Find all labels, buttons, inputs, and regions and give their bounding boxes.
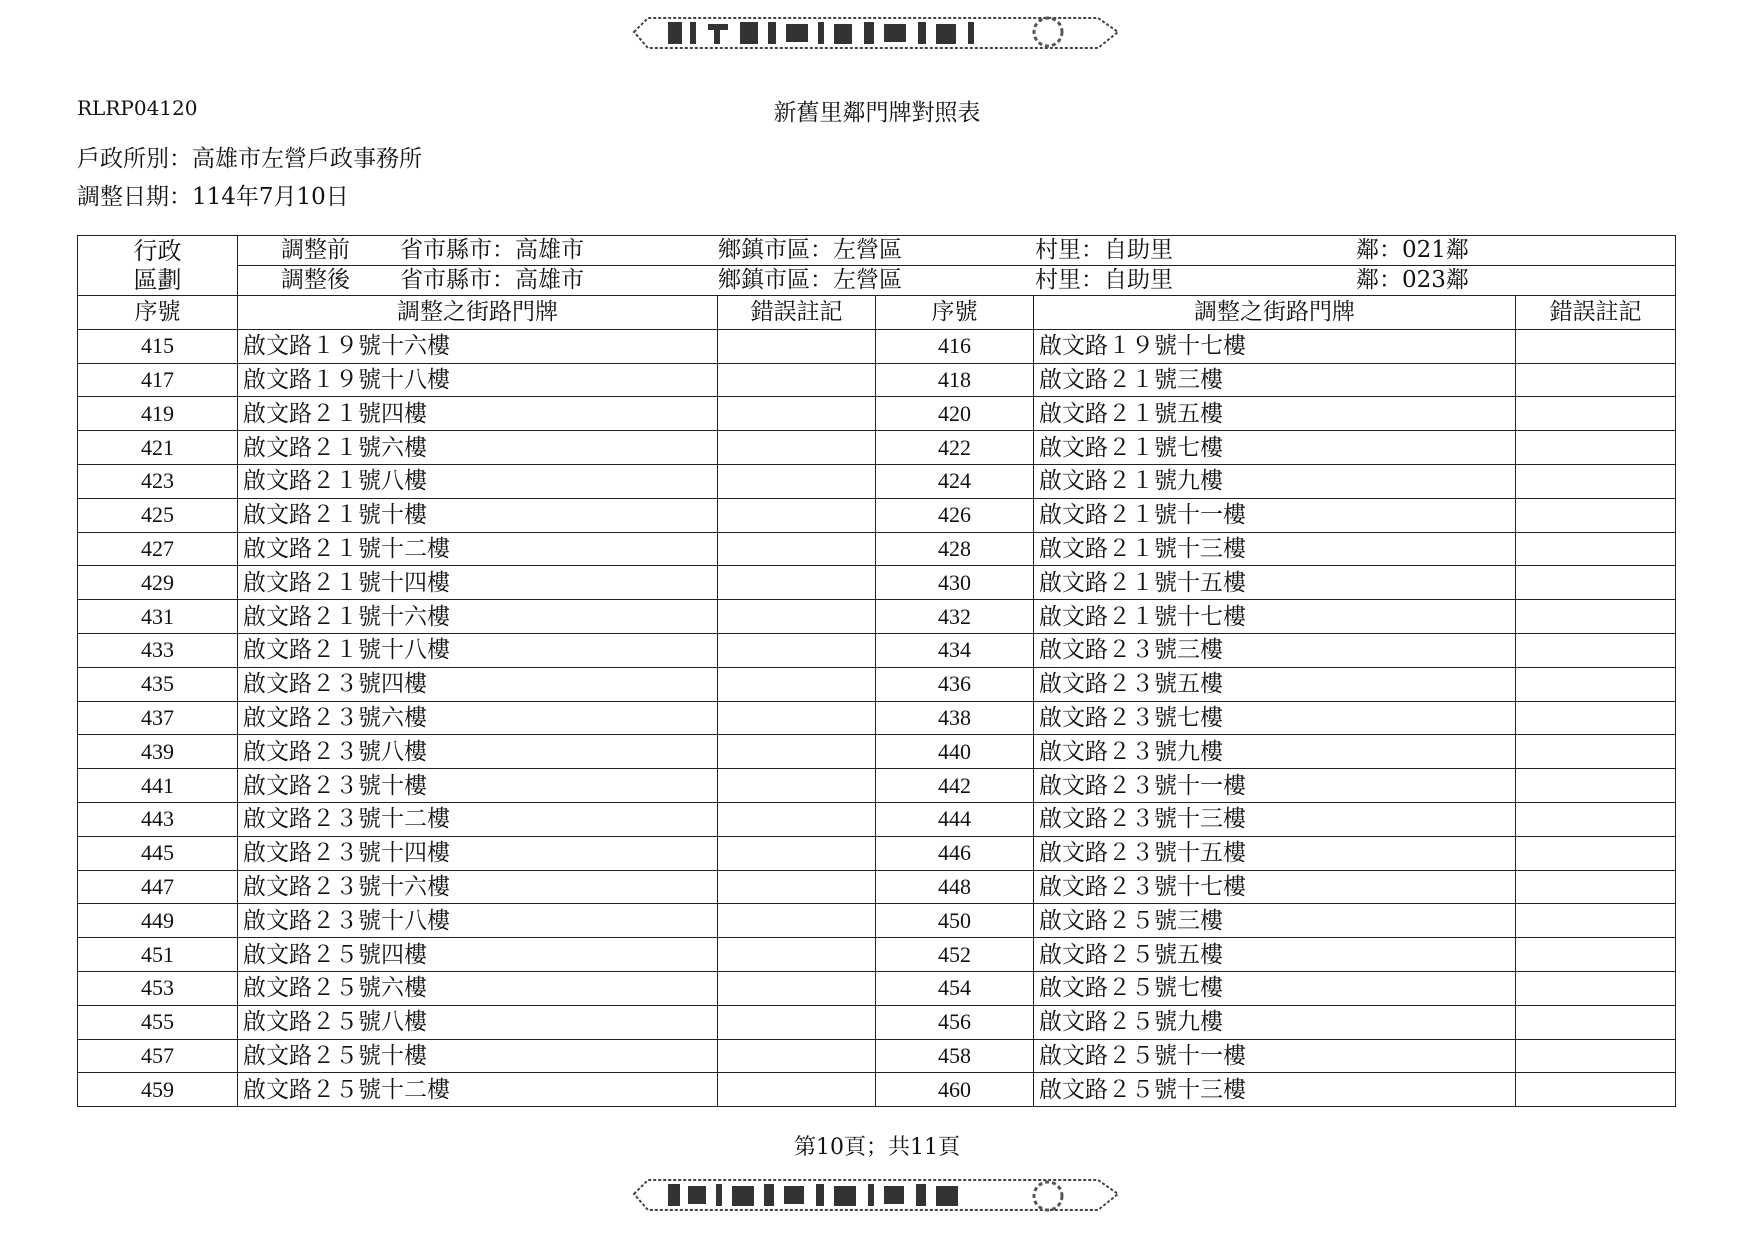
address-cell-right: 啟文路２１號七樓 [1034, 431, 1516, 465]
address-cell-left: 啟文路２１號四樓 [238, 397, 718, 431]
seq-cell-right: 418 [876, 363, 1034, 397]
error-cell-left [718, 532, 876, 566]
after-village: 村里：自助里 [1035, 267, 1173, 293]
seq-cell-right: 444 [876, 802, 1034, 836]
table-row [78, 667, 1676, 701]
after-town: 鄉鎮市區：左營區 [718, 267, 902, 293]
admin-region-label [78, 236, 238, 296]
error-cell-right [1516, 938, 1676, 972]
table-row [78, 431, 1676, 465]
table-row [78, 363, 1676, 397]
seq-cell-right: 440 [876, 735, 1034, 769]
before-label: 調整前 [281, 237, 350, 263]
error-cell-right [1516, 735, 1676, 769]
address-cell-right: 啟文路１９號十七樓 [1034, 329, 1516, 363]
seq-cell-left: 421 [78, 431, 238, 465]
table-row [78, 836, 1676, 870]
seq-cell-left: 455 [78, 1005, 238, 1039]
watermark-stamp-bottom [628, 1172, 1126, 1218]
address-cell-left: 啟文路２５號十樓 [238, 1039, 718, 1073]
table-row [78, 938, 1676, 972]
error-cell-right [1516, 464, 1676, 498]
seq-cell-right: 434 [876, 633, 1034, 667]
after-neighborhood: 鄰：023鄰 [1356, 267, 1469, 293]
seq-cell-left: 433 [78, 633, 238, 667]
address-cell-left: 啟文路２３號十八樓 [238, 904, 718, 938]
seq-cell-left: 437 [78, 701, 238, 735]
seq-cell-right: 428 [876, 532, 1034, 566]
error-cell-left [718, 701, 876, 735]
error-cell-left [718, 566, 876, 600]
error-cell-left [718, 397, 876, 431]
seq-cell-right: 424 [876, 464, 1034, 498]
household-office-line: 戶政所別：高雄市左營戶政事務所 [77, 146, 422, 172]
error-cell-right [1516, 329, 1676, 363]
watermark-stamp-top [628, 10, 1126, 56]
table-row [78, 532, 1676, 566]
table-row [78, 870, 1676, 904]
column-header-error-right: 錯誤註記 [1516, 296, 1676, 330]
column-header-address-left: 調整之街路門牌 [238, 296, 718, 330]
address-cell-right: 啟文路２５號三樓 [1034, 904, 1516, 938]
seq-cell-left: 453 [78, 971, 238, 1005]
table-row [78, 566, 1676, 600]
table-row [78, 769, 1676, 803]
seq-cell-right: 432 [876, 600, 1034, 634]
error-cell-right [1516, 904, 1676, 938]
seq-cell-right: 446 [876, 836, 1034, 870]
error-cell-right [1516, 532, 1676, 566]
column-header-row [78, 296, 1676, 330]
seq-cell-left: 441 [78, 769, 238, 803]
table-row [78, 701, 1676, 735]
error-cell-right [1516, 701, 1676, 735]
seq-cell-right: 442 [876, 769, 1034, 803]
error-cell-right [1516, 600, 1676, 634]
table-row [78, 498, 1676, 532]
seq-cell-left: 419 [78, 397, 238, 431]
seq-cell-right: 458 [876, 1039, 1034, 1073]
address-cell-right: 啟文路２３號七樓 [1034, 701, 1516, 735]
table-row [78, 329, 1676, 363]
error-cell-left [718, 633, 876, 667]
address-cell-right: 啟文路２１號十一樓 [1034, 498, 1516, 532]
table-row [78, 397, 1676, 431]
address-cell-right: 啟文路２５號九樓 [1034, 1005, 1516, 1039]
seq-cell-right: 452 [876, 938, 1034, 972]
address-cell-right: 啟文路２３號十一樓 [1034, 769, 1516, 803]
table-row [78, 1039, 1676, 1073]
address-cell-right: 啟文路２１號十五樓 [1034, 566, 1516, 600]
error-cell-left [718, 1073, 876, 1107]
seq-cell-left: 445 [78, 836, 238, 870]
error-cell-left [718, 870, 876, 904]
seq-cell-left: 439 [78, 735, 238, 769]
error-cell-left [718, 904, 876, 938]
seq-cell-left: 423 [78, 464, 238, 498]
seq-cell-right: 456 [876, 1005, 1034, 1039]
error-cell-right [1516, 971, 1676, 1005]
admin-region-details [238, 236, 1676, 296]
column-header-address-right: 調整之街路門牌 [1034, 296, 1516, 330]
table-row [78, 633, 1676, 667]
error-cell-left [718, 498, 876, 532]
seq-cell-right: 416 [876, 329, 1034, 363]
admin-before-line [238, 236, 1675, 265]
address-cell-right: 啟文路２１號十七樓 [1034, 600, 1516, 634]
seq-cell-left: 431 [78, 600, 238, 634]
error-cell-left [718, 363, 876, 397]
admin-region-row [78, 236, 1676, 296]
address-cell-left: 啟文路２３號六樓 [238, 701, 718, 735]
seq-cell-right: 436 [876, 667, 1034, 701]
column-header-seq-left: 序號 [78, 296, 238, 330]
before-village: 村里：自助里 [1035, 237, 1173, 263]
address-cell-left: 啟文路２１號十四樓 [238, 566, 718, 600]
address-cell-left: 啟文路２３號十四樓 [238, 836, 718, 870]
address-cell-right: 啟文路２３號三樓 [1034, 633, 1516, 667]
error-cell-right [1516, 566, 1676, 600]
after-county: 省市縣市：高雄市 [400, 267, 584, 293]
seq-cell-right: 454 [876, 971, 1034, 1005]
address-cell-right: 啟文路２５號十一樓 [1034, 1039, 1516, 1073]
seq-cell-left: 459 [78, 1073, 238, 1107]
column-header-error-left: 錯誤註記 [718, 296, 876, 330]
seq-cell-left: 425 [78, 498, 238, 532]
report-code: RLRP04120 [77, 96, 198, 120]
seq-cell-left: 457 [78, 1039, 238, 1073]
error-cell-right [1516, 769, 1676, 803]
error-cell-right [1516, 397, 1676, 431]
seq-cell-left: 447 [78, 870, 238, 904]
address-cell-left: 啟文路２３號十六樓 [238, 870, 718, 904]
error-cell-right [1516, 870, 1676, 904]
error-cell-left [718, 971, 876, 1005]
address-cell-left: 啟文路１９號十八樓 [238, 363, 718, 397]
adjustment-date-line: 調整日期：114年7月10日 [77, 184, 349, 210]
error-cell-right [1516, 363, 1676, 397]
error-cell-left [718, 836, 876, 870]
address-cell-right: 啟文路２１號三樓 [1034, 363, 1516, 397]
seq-cell-left: 415 [78, 329, 238, 363]
address-cell-right: 啟文路２５號五樓 [1034, 938, 1516, 972]
error-cell-right [1516, 836, 1676, 870]
address-cell-left: 啟文路２１號十樓 [238, 498, 718, 532]
address-cell-left: 啟文路２１號六樓 [238, 431, 718, 465]
table-row [78, 735, 1676, 769]
error-cell-right [1516, 498, 1676, 532]
address-cell-left: 啟文路２５號四樓 [238, 938, 718, 972]
seq-cell-left: 443 [78, 802, 238, 836]
table-row [78, 1005, 1676, 1039]
error-cell-left [718, 735, 876, 769]
address-cell-left: 啟文路２１號八樓 [238, 464, 718, 498]
address-cell-left: 啟文路２３號十二樓 [238, 802, 718, 836]
error-cell-right [1516, 1005, 1676, 1039]
address-comparison-table [77, 235, 1676, 1107]
error-cell-left [718, 329, 876, 363]
address-cell-left: 啟文路２１號十二樓 [238, 532, 718, 566]
table-row [78, 1073, 1676, 1107]
after-label: 調整後 [281, 267, 350, 293]
seq-cell-left: 451 [78, 938, 238, 972]
address-cell-right: 啟文路２１號九樓 [1034, 464, 1516, 498]
seq-cell-left: 427 [78, 532, 238, 566]
address-cell-left: 啟文路２３號十樓 [238, 769, 718, 803]
before-county: 省市縣市：高雄市 [400, 237, 584, 263]
seq-cell-right: 426 [876, 498, 1034, 532]
address-cell-left: 啟文路２１號十八樓 [238, 633, 718, 667]
seq-cell-right: 438 [876, 701, 1034, 735]
error-cell-left [718, 1005, 876, 1039]
error-cell-left [718, 1039, 876, 1073]
admin-region-label-line1: 行政 [133, 236, 182, 265]
address-cell-right: 啟文路２３號五樓 [1034, 667, 1516, 701]
error-cell-right [1516, 1073, 1676, 1107]
error-cell-left [718, 938, 876, 972]
error-cell-right [1516, 633, 1676, 667]
before-town: 鄉鎮市區：左營區 [718, 237, 902, 263]
before-neighborhood: 鄰：021鄰 [1356, 237, 1469, 263]
table-row [78, 802, 1676, 836]
error-cell-left [718, 667, 876, 701]
address-cell-right: 啟文路２１號五樓 [1034, 397, 1516, 431]
address-cell-left: 啟文路２１號十六樓 [238, 600, 718, 634]
address-cell-right: 啟文路２５號七樓 [1034, 971, 1516, 1005]
seq-cell-right: 420 [876, 397, 1034, 431]
seq-cell-left: 429 [78, 566, 238, 600]
page-number: 第10頁；共11頁 [794, 1135, 960, 1160]
error-cell-left [718, 769, 876, 803]
address-cell-left: 啟文路２５號六樓 [238, 971, 718, 1005]
address-cell-right: 啟文路２１號十三樓 [1034, 532, 1516, 566]
table-row [78, 971, 1676, 1005]
error-cell-right [1516, 1039, 1676, 1073]
column-header-seq-right: 序號 [876, 296, 1034, 330]
seq-cell-right: 448 [876, 870, 1034, 904]
address-cell-right: 啟文路２３號九樓 [1034, 735, 1516, 769]
error-cell-right [1516, 667, 1676, 701]
seq-cell-right: 422 [876, 431, 1034, 465]
address-cell-right: 啟文路２３號十七樓 [1034, 870, 1516, 904]
error-cell-left [718, 431, 876, 465]
address-cell-right: 啟文路２３號十三樓 [1034, 802, 1516, 836]
table-row [78, 600, 1676, 634]
error-cell-right [1516, 802, 1676, 836]
seq-cell-left: 449 [78, 904, 238, 938]
error-cell-left [718, 600, 876, 634]
address-cell-left: 啟文路２３號八樓 [238, 735, 718, 769]
address-cell-right: 啟文路２３號十五樓 [1034, 836, 1516, 870]
table-row [78, 904, 1676, 938]
error-cell-left [718, 802, 876, 836]
seq-cell-right: 430 [876, 566, 1034, 600]
error-cell-right [1516, 431, 1676, 465]
seq-cell-right: 450 [876, 904, 1034, 938]
seq-cell-right: 460 [876, 1073, 1034, 1107]
address-cell-left: 啟文路２５號八樓 [238, 1005, 718, 1039]
address-cell-right: 啟文路２５號十三樓 [1034, 1073, 1516, 1107]
document-title: 新舊里鄰門牌對照表 [773, 100, 981, 126]
admin-after-line [238, 265, 1675, 295]
table-row [78, 464, 1676, 498]
seq-cell-left: 435 [78, 667, 238, 701]
address-cell-left: 啟文路１９號十六樓 [238, 329, 718, 363]
error-cell-left [718, 464, 876, 498]
seq-cell-left: 417 [78, 363, 238, 397]
admin-region-label-line2: 區劃 [133, 265, 182, 294]
address-cell-left: 啟文路２３號四樓 [238, 667, 718, 701]
address-cell-left: 啟文路２５號十二樓 [238, 1073, 718, 1107]
